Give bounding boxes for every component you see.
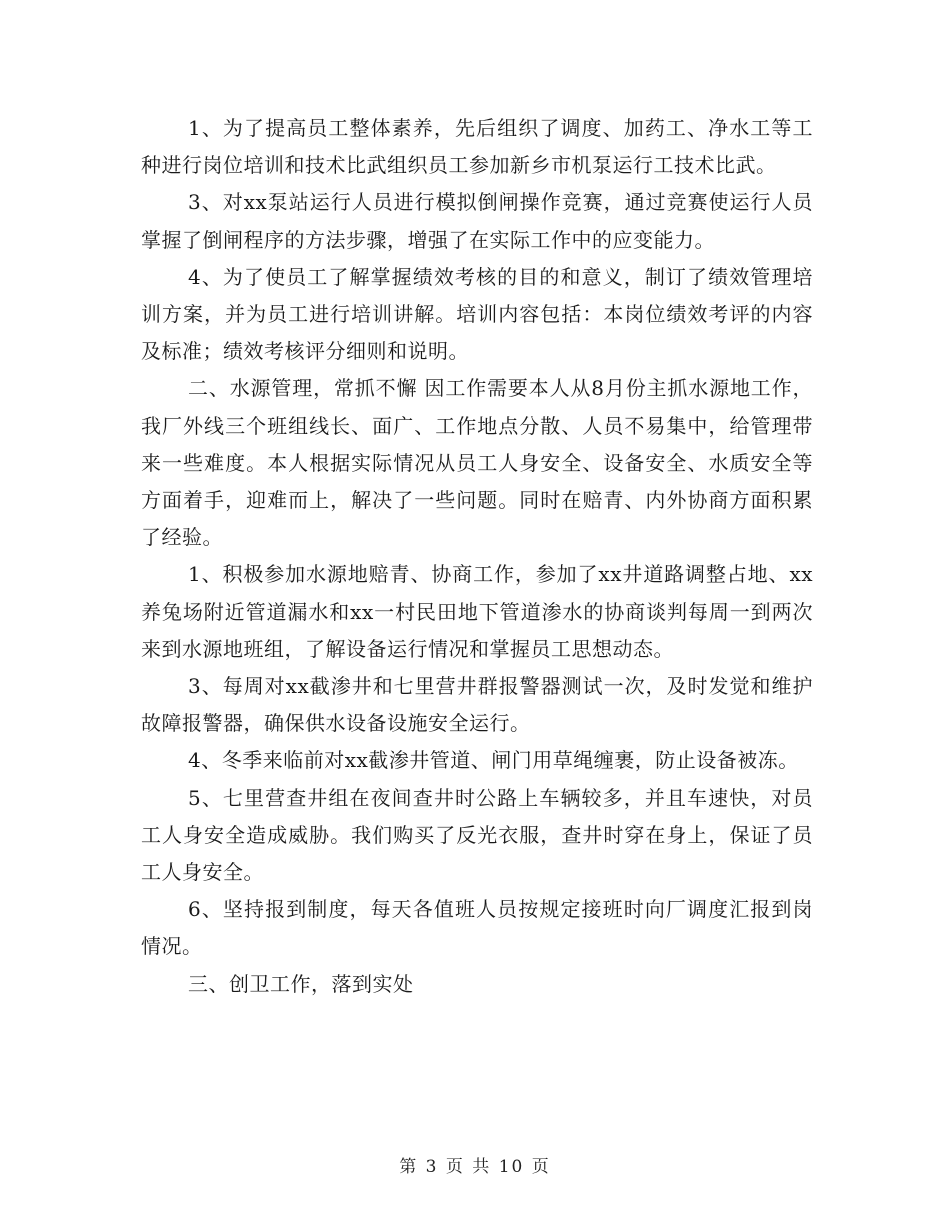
document-body (141, 110, 813, 1003)
section-heading: 三、创卫工作，落到实处 (188, 971, 414, 996)
paragraph: 4、为了使员工了解掌握绩效考核的目的和意义，制订了绩效管理培训方案，并为员工进行培训讲解。培训内容包括：本岗位绩效考评的内容及标准；绩效考核评分细则和说明。 (141, 264, 813, 364)
paragraph: 1、积极参加水源地赔青、协商工作，参加了xx井道路调整占地、xx养兔场附近管道漏水和xx一村民田地下管道渗水的协商谈判每周一到两次来到水源地班组，了解设备运行情况和掌握员工思想动态。 (141, 562, 813, 661)
paragraph: 1、为了提高员工整体素养，先后组织了调度、加药工、净水工等工种进行岗位培训和技术比武组织员工参加新乡市机泵运行工技术比武。 (141, 116, 813, 178)
paragraph: 3、每周对xx截渗井和七里营井群报警器测试一次，及时发觉和维护故障报警器，确保供水设备设施安全运行。 (141, 674, 813, 736)
paragraph: 3、对xx泵站运行人员进行模拟倒闸操作竞赛，通过竞赛使运行人员掌握了倒闸程序的方法步骤，增强了在实际工作中的应变能力。 (141, 190, 813, 252)
section-heading-paragraph: 二、水源管理，常抓不懈 因工作需要本人从8月份主抓水源地工作，我厂外线三个班组线长、面广、工作地点分散、人员不易集中，给管理带来一些难度。本人根据实际情况从员工人身安全、设备安全、水质安全等方面着手，迎难而上，解决了一些问题。同时在赔青、内外协商方面积累了经验。 (141, 376, 813, 550)
paragraph: 6、坚持报到制度，每天各值班人员按规定接班时向厂调度汇报到岗情况。 (141, 897, 813, 959)
page-number-footer: 第 3 页 共 10 页 (399, 1157, 551, 1177)
paragraph: 4、冬季来临前对xx截渗井管道、闸门用草绳缠裹，防止设备被冻。 (188, 748, 799, 773)
paragraph: 5、七里营查井组在夜间查井时公路上车辆较多，并且车速快，对员工人身安全造成威胁。我们购买了反光衣服，查井时穿在身上，保证了员工人身安全。 (141, 785, 813, 885)
